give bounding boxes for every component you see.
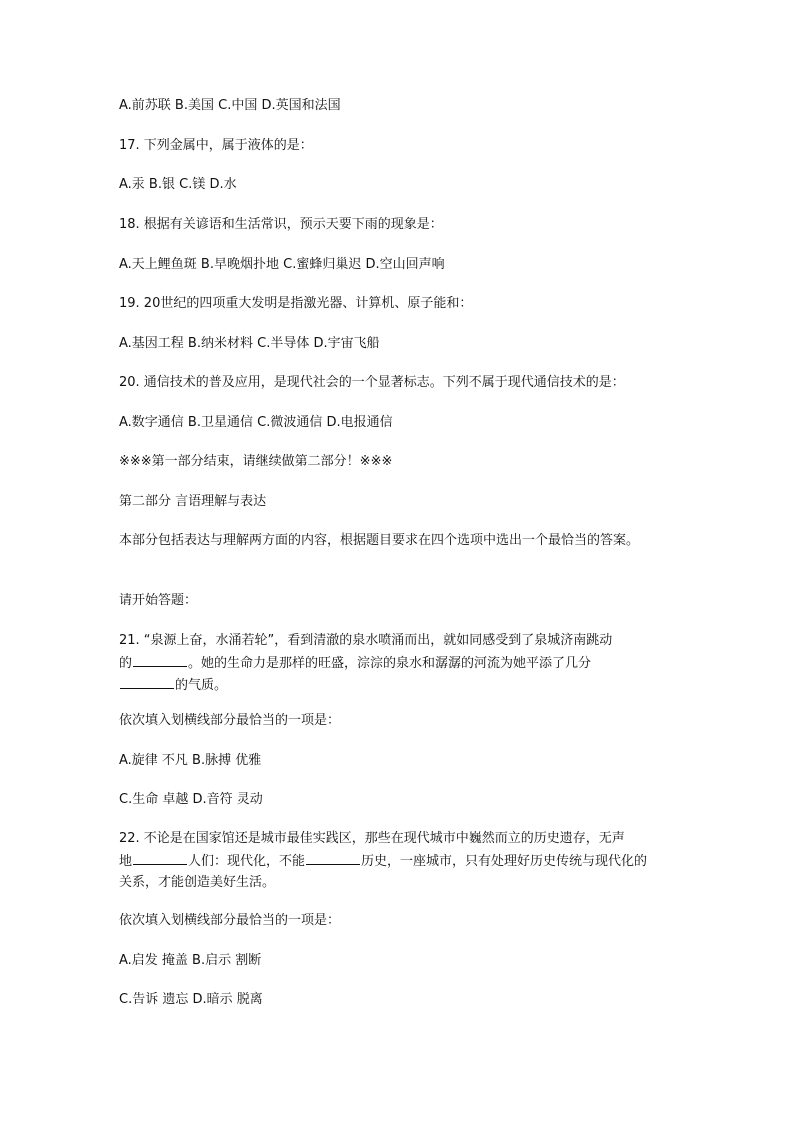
q21-text-3: 的气质。 [175, 678, 228, 693]
q18-stem: 18. 根据有关谚语和生活常识，预示天要下雨的现象是： [119, 217, 443, 232]
q16-options: A.前苏联 B.美国 C.中国 D.英国和法国 [119, 98, 341, 113]
part2-intro: 本部分包括表达与理解两方面的内容，根据题目要求在四个选项中选出一个最恰当的答案。 [119, 533, 640, 548]
q21-line-2 [119, 652, 679, 675]
q21-blank-1 [133, 652, 187, 667]
q21-prompt: 依次填入划横线部分最恰当的一项是： [119, 713, 341, 728]
q22-options-ab: A.启发 掩盖 B.启示 割断 [119, 953, 262, 968]
q21-line-1: 21. “泉源上奋，水涌若轮”，看到清澈的泉水喷涌而出，就如同感受到了泉城济南跳动 [119, 633, 613, 648]
start-prompt: 请开始答题： [119, 593, 198, 608]
q21-line-3 [119, 674, 679, 697]
q19-options: A.基因工程 B.纳米材料 C.半导体 D.宇宙飞船 [119, 336, 380, 351]
q22-options-cd: C.告诉 遗忘 D.暗示 脱离 [119, 992, 263, 1007]
q21-text-2: 。她的生命力是那样的旺盛，淙淙的泉水和潺潺的河流为她平添了几分 [188, 656, 592, 671]
q22-text-1: 地 [119, 854, 133, 869]
q20-options: A.数字通信 B.卫星通信 C.微波通信 D.电报通信 [119, 415, 393, 430]
q22-text-3: 历史，一座城市，只有处理好历史传统与现代化的 [361, 854, 648, 869]
part2-title: 第二部分 言语理解与表达 [119, 494, 267, 509]
q22-text-2: 人们：现代化，不能 [188, 854, 306, 869]
q22-blank-2 [306, 850, 360, 865]
q17-options: A.汞 B.银 C.镁 D.水 [119, 177, 237, 192]
q18-options: A.天上鲤鱼斑 B.早晚烟扑地 C.蜜蜂归巢迟 D.空山回声响 [119, 257, 445, 272]
q22-prompt: 依次填入划横线部分最恰当的一项是： [119, 913, 341, 928]
q22-blank-1 [133, 850, 187, 865]
q21-blank-2 [120, 674, 174, 689]
part1-end-notice: ※※※第一部分结束，请继续做第二部分！※※※ [119, 454, 393, 469]
q22-line-2 [119, 850, 679, 873]
q22-line-3: 关系，才能创造美好生活。 [119, 875, 276, 890]
q21-text-1: 的 [119, 656, 133, 671]
q17-stem: 17. 下列金属中，属于液体的是： [119, 138, 313, 153]
q20-stem: 20. 通信技术的普及应用，是现代社会的一个显著标志。下列不属于现代通信技术的是： [119, 375, 625, 390]
q21-options-ab: A.旋律 不凡 B.脉搏 优雅 [119, 753, 262, 768]
q21-options-cd: C.生命 卓越 D.音符 灵动 [119, 792, 263, 807]
q22-line-1: 22. 不论是在国家馆还是城市最佳实践区，那些在现代城市中巍然而立的历史遗存，无声 [119, 831, 625, 846]
q19-stem: 19. 20世纪的四项重大发明是指激光器、计算机、原子能和： [119, 296, 473, 311]
